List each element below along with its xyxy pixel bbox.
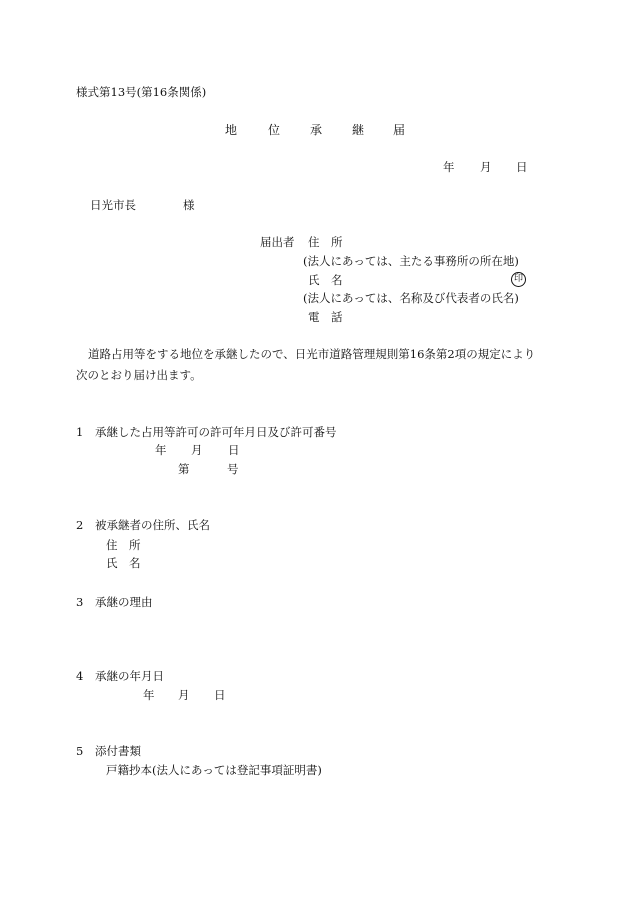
item-label: 承継の年月日: [95, 669, 164, 683]
succession-month-unit: 月: [178, 688, 190, 702]
form-number: 様式第13号(第16条関係): [76, 85, 207, 99]
seal-mark: 印: [511, 272, 526, 287]
title-char: 承: [310, 123, 323, 137]
item-number: 3: [76, 595, 84, 609]
succession-year-unit: 年: [143, 688, 155, 702]
title-char: 継: [352, 123, 365, 137]
item-number: 4: [76, 669, 84, 683]
predecessor-address-label: 住 所: [106, 538, 141, 552]
permit-number-prefix: 第: [178, 462, 190, 476]
permit-number-suffix: 号: [227, 462, 239, 476]
notifier-name-note: (法人にあっては、名称及び代表者の氏名): [303, 291, 519, 305]
date-day-unit: 日: [516, 160, 528, 174]
title-char: 地: [225, 123, 238, 137]
permit-year-unit: 年: [155, 443, 167, 457]
item-number: 2: [76, 518, 84, 532]
predecessor-name-label: 氏 名: [106, 556, 141, 570]
notifier-name-label: 氏 名: [308, 273, 343, 287]
item-number: 5: [76, 744, 84, 758]
permit-month-unit: 月: [191, 443, 203, 457]
notifier-phone-label: 電 話: [308, 310, 343, 324]
item-label: 被承継者の住所、氏名: [95, 518, 210, 532]
notifier-label: 届出者: [260, 235, 295, 249]
body-line-2: 次のとおり届け出ます。: [76, 368, 202, 382]
date-year-unit: 年: [443, 160, 455, 174]
title-char: 届: [393, 123, 406, 137]
date-month-unit: 月: [480, 160, 492, 174]
title-char: 位: [268, 123, 281, 137]
item-number: 1: [76, 425, 84, 439]
addressee-honorific: 様: [183, 198, 195, 212]
item-label: 承継の理由: [95, 595, 153, 609]
addressee-mayor: 日光市長: [90, 198, 136, 212]
notifier-address-note: (法人にあっては、主たる事務所の所在地): [303, 254, 519, 268]
item-label: 承継した占用等許可の許可年月日及び許可番号: [95, 425, 337, 439]
permit-day-unit: 日: [228, 443, 240, 457]
attachment-text: 戸籍抄本(法人にあっては登記事項証明書): [106, 763, 322, 777]
item-label: 添付書類: [95, 744, 141, 758]
succession-day-unit: 日: [214, 688, 226, 702]
notifier-address-label: 住 所: [308, 235, 343, 249]
body-line-1: 道路占用等をする地位を承継したので、日光市道路管理規則第16条第2項の規定により: [88, 347, 536, 361]
